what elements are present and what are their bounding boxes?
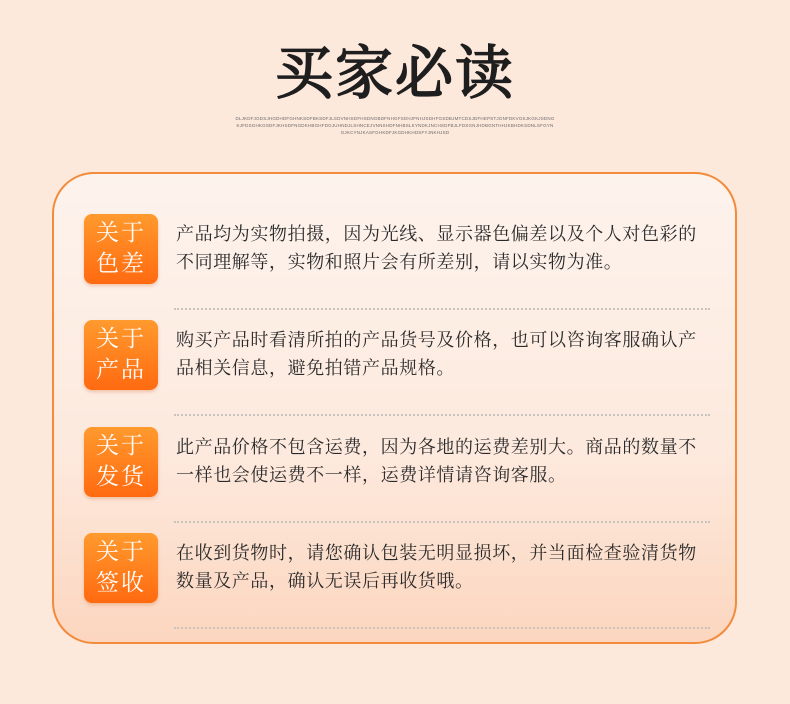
badge-line1: 关于 (96, 539, 146, 565)
notice-item-product (84, 314, 714, 392)
badge-line1: 关于 (96, 220, 146, 246)
notice-card (52, 172, 737, 644)
dotted-divider (174, 308, 710, 310)
notice-item-color (84, 208, 714, 286)
badge-line2: 色差 (96, 251, 146, 277)
badge-product (84, 320, 158, 390)
notice-item-shipping (84, 421, 714, 499)
dotted-divider (174, 627, 710, 629)
badge-line1: 关于 (96, 326, 146, 352)
badge-receipt (84, 533, 158, 603)
notice-item-receipt (84, 527, 714, 605)
notice-text: 在收到货物时，请您确认包装无明显损坏，并当面检查验清货物数量及产品，确认无误后再收货哦。 (176, 543, 697, 592)
dotted-divider (174, 414, 710, 416)
badge-shipping (84, 427, 158, 497)
badge-color (84, 214, 158, 284)
badge-line2: 签收 (96, 570, 146, 596)
badge-line2: 产品 (96, 357, 146, 383)
decorative-subtitle: DLJKDFJGDSJHGDHDFGHNKSDFBKSDFJLSDVNHSDFHSDNGBDFNHGFSDHJFNHJSDHFGSDBJMTCDSJDFHEPSTJGNFDKVOSJKGKJSDNGKJFDSGHKGSDFJKHSDFNGDKHBGHFDGJUHNDJLSHNCEJVNNSHDFNHBSLKYNDKJNCHSDFBJLFDSGNJHDBGNTHHJKBHDKSDNLSFGYNGJKCYNJKASFGHKDFJKGDHKHDSFYJNKHJSD (235, 116, 555, 135)
badge-line2: 发货 (96, 464, 146, 490)
dotted-divider (174, 521, 710, 523)
notice-text: 此产品价格不包含运费，因为各地的运费差别大。商品的数量不一样也会使运费不一样，运费详情请咨询客服。 (176, 437, 697, 486)
page-title: 买家必读 (274, 39, 515, 107)
notice-text: 产品均为实物拍摄，因为光线、显示器色偏差以及个人对色彩的不同理解等，实物和照片会有所差别，请以实物为准。 (176, 224, 697, 273)
badge-line1: 关于 (96, 433, 146, 459)
notice-text: 购买产品时看清所拍的产品货号及价格，也可以咨询客服确认产品相关信息，避免拍错产品规格。 (176, 330, 697, 379)
